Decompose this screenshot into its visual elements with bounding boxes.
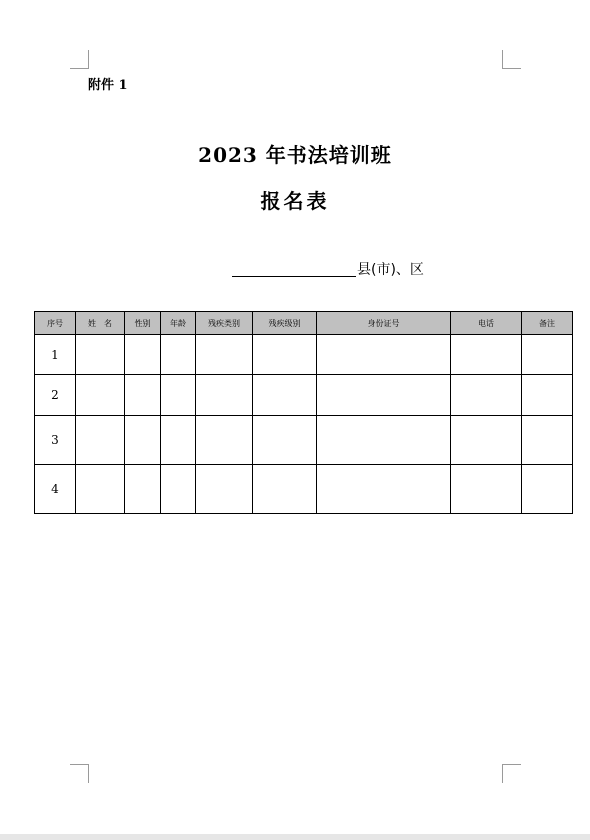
header-disability-type: 残疾类别	[196, 312, 253, 335]
cell-id-number[interactable]	[317, 416, 451, 465]
cell-age[interactable]	[161, 416, 196, 465]
cell-phone[interactable]	[451, 335, 522, 375]
cell-remarks[interactable]	[522, 465, 573, 514]
header-id-number: 身份证号	[317, 312, 451, 335]
margin-corner-top-right	[502, 50, 521, 69]
cell-disability-level[interactable]	[253, 335, 317, 375]
table-row	[35, 335, 573, 375]
document-title: 2023 年书法培训班	[198, 143, 392, 167]
cell-age[interactable]	[161, 335, 196, 375]
cell-disability-type[interactable]	[196, 465, 253, 514]
row-serial-no: 4	[35, 465, 76, 514]
cell-id-number[interactable]	[317, 375, 451, 416]
header-disability-level: 残疾级别	[253, 312, 317, 335]
table-row	[35, 416, 573, 465]
header-phone: 电话	[451, 312, 522, 335]
cell-disability-type[interactable]	[196, 375, 253, 416]
margin-corner-bottom-right	[502, 764, 521, 783]
margin-corner-top-left	[70, 50, 89, 69]
table-row	[35, 465, 573, 514]
cell-id-number[interactable]	[317, 465, 451, 514]
cell-age[interactable]	[161, 465, 196, 514]
registration-table	[34, 311, 573, 514]
row-serial-no: 1	[35, 335, 76, 375]
viewer-bottom-strip	[0, 834, 590, 840]
header-age: 年龄	[161, 312, 196, 335]
cell-disability-level[interactable]	[253, 465, 317, 514]
table-header-row	[35, 312, 573, 335]
cell-gender[interactable]	[125, 335, 161, 375]
cell-gender[interactable]	[125, 375, 161, 416]
county-label: 县(市)、区	[357, 262, 424, 278]
row-serial-no: 2	[35, 375, 76, 416]
cell-remarks[interactable]	[522, 375, 573, 416]
county-fill-line[interactable]	[232, 260, 356, 277]
margin-corner-bottom-left	[70, 764, 89, 783]
header-remarks: 备注	[522, 312, 573, 335]
cell-name[interactable]	[76, 465, 125, 514]
table-row	[35, 375, 573, 416]
cell-gender[interactable]	[125, 465, 161, 514]
cell-disability-type[interactable]	[196, 416, 253, 465]
cell-phone[interactable]	[451, 465, 522, 514]
row-serial-no: 3	[35, 416, 76, 465]
cell-remarks[interactable]	[522, 335, 573, 375]
cell-age[interactable]	[161, 375, 196, 416]
cell-phone[interactable]	[451, 416, 522, 465]
cell-name[interactable]	[76, 416, 125, 465]
cell-disability-level[interactable]	[253, 416, 317, 465]
header-serial-no: 序号	[35, 312, 76, 335]
cell-disability-type[interactable]	[196, 335, 253, 375]
cell-name[interactable]	[76, 335, 125, 375]
header-gender: 性别	[125, 312, 161, 335]
document-subtitle: 报名表	[260, 189, 330, 213]
cell-id-number[interactable]	[317, 335, 451, 375]
cell-remarks[interactable]	[522, 416, 573, 465]
cell-disability-level[interactable]	[253, 375, 317, 416]
header-name: 姓 名	[76, 312, 125, 335]
cell-gender[interactable]	[125, 416, 161, 465]
cell-phone[interactable]	[451, 375, 522, 416]
cell-name[interactable]	[76, 375, 125, 416]
attachment-label: 附件 1	[88, 78, 128, 93]
